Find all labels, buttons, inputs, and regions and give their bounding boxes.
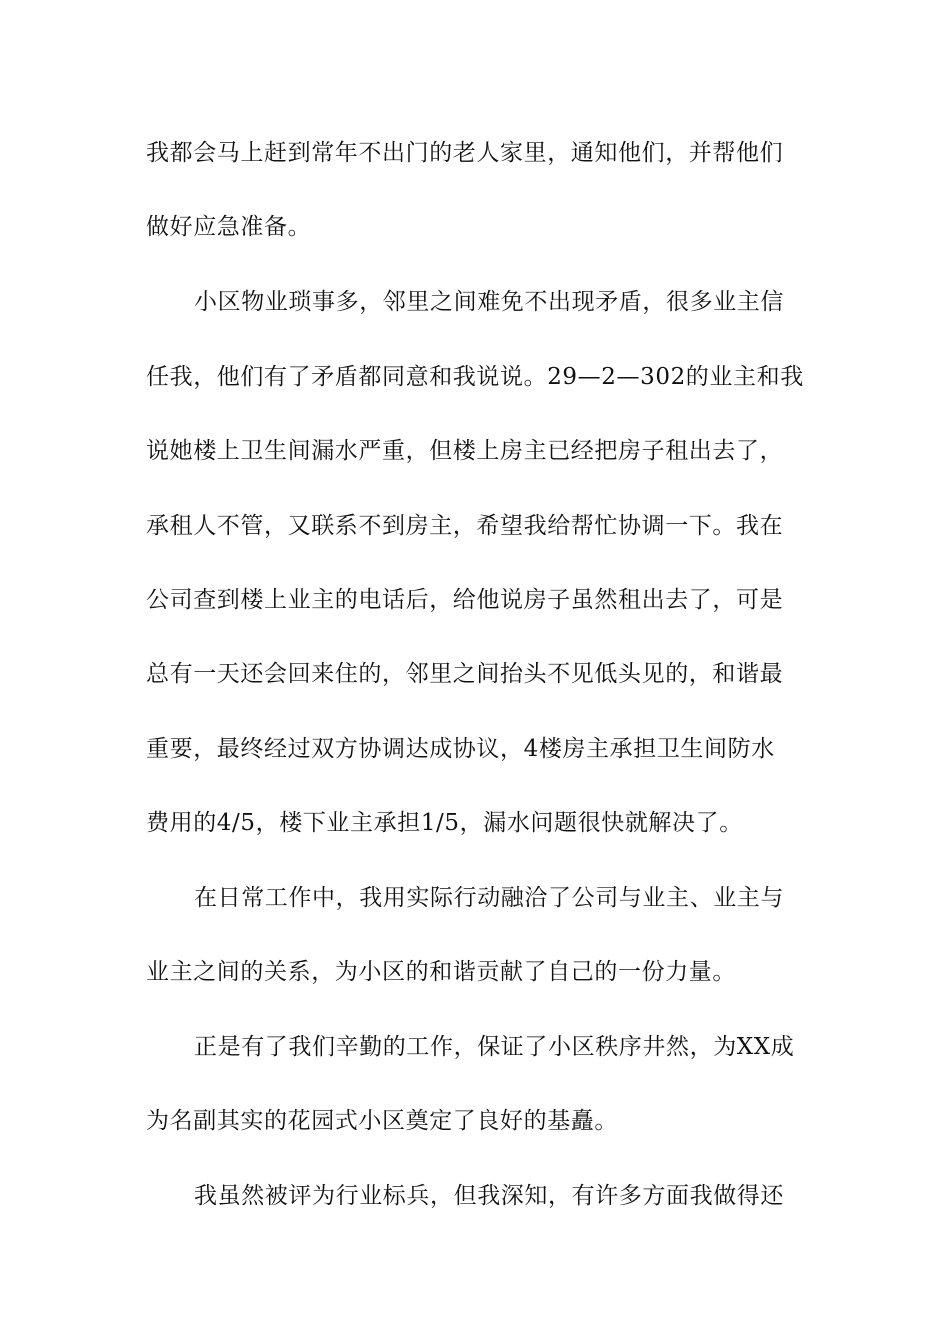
text-line: 总有一天还会回来住的，邻里之间抬头不见低头见的，和谐最 xyxy=(146,661,784,687)
paragraph-first-line: 正是有了我们辛勤的工作，保证了小区秩序井然，为XX成 xyxy=(194,1034,795,1060)
text-line: 任我，他们有了矛盾都同意和我说说。29—2—302的业主和我 xyxy=(146,364,804,390)
text-line: 业主之间的关系，为小区的和谐贡献了自己的一份力量。 xyxy=(146,959,736,985)
text-line: 我都会马上赶到常年不出门的老人家里，通知他们，并帮他们 xyxy=(146,140,784,166)
text-line: 费用的4/5，楼下业主承担1/5，漏水问题很快就解决了。 xyxy=(146,810,743,836)
text-line: 承租人不管，又联系不到房主，希望我给帮忙协调一下。我在 xyxy=(146,513,784,539)
text-line: 公司查到楼上业主的电话后，给他说房子虽然租出去了，可是 xyxy=(146,587,784,613)
text-line: 做好应急准备。 xyxy=(146,214,312,240)
paragraph-first-line: 在日常工作中，我用实际行动融洽了公司与业主、业主与 xyxy=(194,885,784,911)
text-line: 说她楼上卫生间漏水严重，但楼上房主已经把房子租出去了， xyxy=(146,438,784,464)
paragraph-first-line: 我虽然被评为行业标兵，但我深知，有许多方面我做得还 xyxy=(194,1183,784,1209)
text-line: 重要，最终经过双方协调达成协议，4楼房主承担卫生间防水 xyxy=(146,736,775,762)
paragraph-first-line: 小区物业琐事多，邻里之间难免不出现矛盾，很多业主信 xyxy=(194,289,784,315)
text-line: 为名副其实的花园式小区奠定了良好的基矗。 xyxy=(146,1108,618,1134)
